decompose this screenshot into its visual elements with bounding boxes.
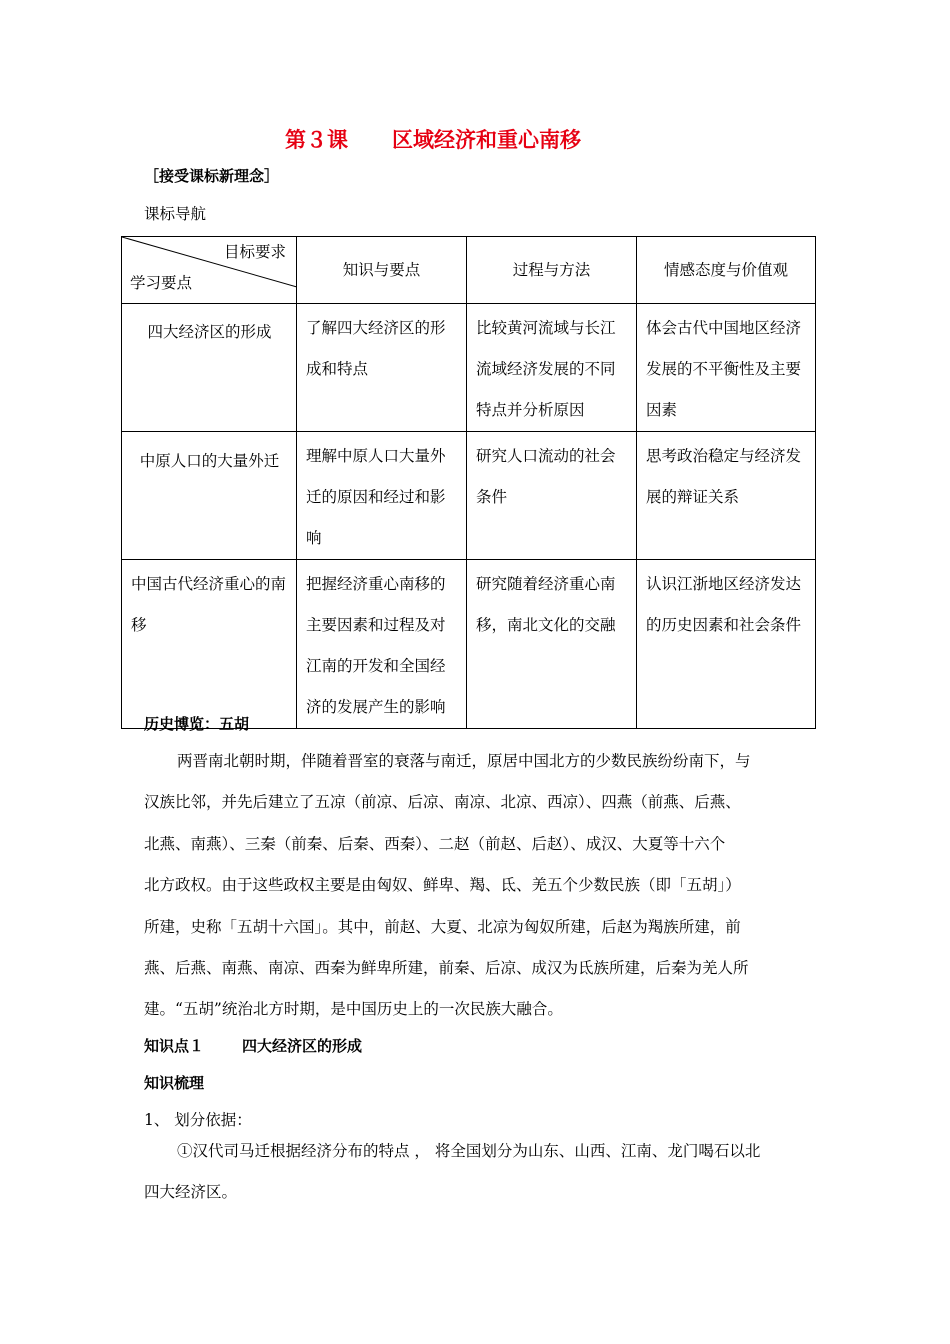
knowledge-sorting-heading: 知识梳理 <box>144 1074 205 1092</box>
table-cell: 体会古代中国地区经济发展的不平衡性及主要因素 <box>637 304 816 432</box>
knowledge-point-title: 四大经济区的形成 <box>242 1037 363 1055</box>
row-label: 中国古代经济重心的南移 <box>122 560 297 729</box>
knowledge-point-heading <box>144 1035 362 1056</box>
column-header: 知识与要点 <box>297 237 467 304</box>
lesson-number: 第３课 <box>285 128 348 152</box>
paragraph-line: 两晋南北朝时期，伴随着晋室的衰落与南迁，原居中国北方的少数民族纷纷南下，与 <box>177 752 751 770</box>
table-cell: 研究人口流动的社会条件 <box>467 432 637 560</box>
knowledge-point-label: 知识点１ <box>144 1037 205 1055</box>
goals-table <box>121 236 816 729</box>
list-item: 1、 划分依据： <box>144 1111 252 1129</box>
section-heading: ［接受课标新理念］ <box>144 167 280 185</box>
history-heading: 历史博览：五胡 <box>144 715 250 733</box>
paragraph-line: 北方政权。由于这些政权主要是由匈奴、鲜卑、羯、氐、羌五个少数民族（即「五胡」） <box>144 876 741 895</box>
corner-bottom-label: 学习要点 <box>130 274 193 292</box>
table-corner-cell <box>122 237 297 304</box>
row-label: 四大经济区的形成 <box>122 304 297 432</box>
table-cell: 思考政治稳定与经济发展的辩证关系 <box>637 432 816 560</box>
table-cell: 理解中原人口大量外迁的原因和经过和影响 <box>297 432 467 560</box>
table-cell: 比较黄河流域与长江流域经济发展的不同特点并分析原因 <box>467 304 637 432</box>
table-cell: 研究随着经济重心南移，南北文化的交融 <box>467 560 637 729</box>
history-paragraph <box>144 741 806 1031</box>
row-label: 中原人口的大量外迁 <box>122 432 297 560</box>
table-cell: 了解四大经济区的形成和特点 <box>297 304 467 432</box>
table-row <box>122 432 816 560</box>
column-header: 情感态度与价值观 <box>637 237 816 304</box>
table-cell: 认识江浙地区经济发达的历史因素和社会条件 <box>637 560 816 729</box>
table-row <box>122 560 816 729</box>
paragraph-line: 所建，史称「五胡十六国」。其中，前赵、大夏、北凉为匈奴所建，后赵为羯族所建，前 <box>144 917 741 936</box>
column-header: 过程与方法 <box>467 237 637 304</box>
page-title <box>0 124 866 154</box>
table-header-row <box>122 237 816 304</box>
paragraph-line: 四大经济区。 <box>144 1183 238 1202</box>
sub-heading: 课标导航 <box>144 205 207 223</box>
paragraph-line: ①汉代司马迁根据经济分布的特点 ， 将全国划分为山东、山西、江南、龙门喝石以北 <box>177 1142 761 1160</box>
paragraph-line: 燕、后燕、南燕、南凉、西秦为鲜卑所建，前秦、后凉、成汉为氐族所建，后秦为羌人所 <box>144 959 749 978</box>
paragraph-line: 北燕、南燕）、三秦（前秦、后秦、西秦）、二赵（前赵、后赵）、成汉、大夏等十六个 <box>144 834 726 853</box>
table-cell: 把握经济重心南移的主要因素和过程及对江南的开发和全国经济的发展产生的影响 <box>297 560 467 729</box>
lesson-name: 区域经济和重心南移 <box>392 128 581 152</box>
table-row <box>122 304 816 432</box>
corner-top-label: 目标要求 <box>223 243 286 261</box>
paragraph-line: 汉族比邻，并先后建立了五凉（前凉、后凉、南凉、北凉、西凉）、四燕（前燕、后燕、 <box>144 793 741 812</box>
paragraph-line: 建。“五胡”统治北方时期，是中国历史上的一次民族大融合。 <box>144 1000 563 1019</box>
division-basis-paragraph <box>144 1131 806 1214</box>
